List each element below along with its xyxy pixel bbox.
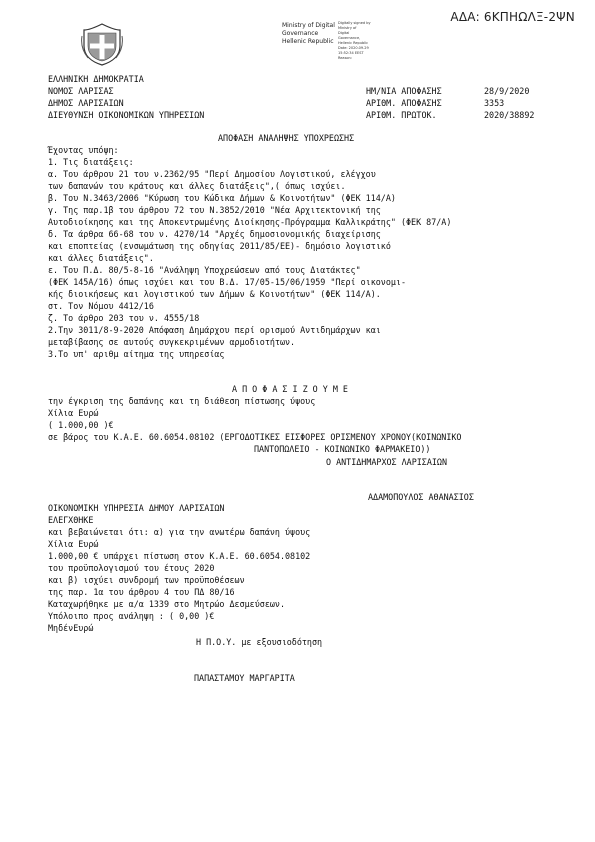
body-line: και άλλες διατάξεις". (48, 253, 154, 263)
signature-details: Digitally signed by Ministry of Digital Governance, Hellenic Republic Date: 2020.09.29 15:52:34 EEST Reason: (338, 21, 371, 60)
decision-date-value: 28/9/2020 (484, 86, 530, 96)
body-line: Αυτοδιοίκησης και της Αποκεντρωμένης Διοίκησης-Πρόγραμμα Καλλικράτης" (ΦΕΚ 87/Α) (48, 217, 452, 227)
audit-line: Καταχωρήθηκε με α/α 1339 στο Μητρώο Δεσμεύσεων. (48, 599, 285, 609)
digital-signature-block (282, 22, 442, 58)
body-line: μεταβίβασης σε αυτούς συγκεκριμένων αρμοδιοτήτων. (48, 337, 296, 347)
document-title: ΑΠΟΦΑΣΗ ΑΝΑΛΗΨΗΣ ΥΠΟΧΡΕΩΣΗΣ (218, 133, 355, 143)
decision-date-label: ΗΜ/ΝΙΑ ΑΠΟΦΑΣΗΣ (366, 86, 442, 96)
body-line: δ. Τα άρθρα 66-68 του ν. 4270/14 "Αρχές δημοσιονομικής διαχείρισης (48, 229, 381, 239)
body-line: στ. Τον Νόμου 4412/16 (48, 301, 154, 311)
audit-line: και β) ισχύει συνδρομή των προϋποθέσεων (48, 575, 245, 585)
decision-number-value: 3353 (484, 98, 505, 108)
audit-line: ΜηδένΕυρώ (48, 623, 94, 633)
issuer-prefecture: ΝΟΜΟΣ ΛΑΡΙΣΑΣ (48, 86, 114, 96)
issuer-municipality: ΔΗΜΟΣ ΛΑΡΙΣΑΙΩΝ (48, 98, 124, 108)
body-line: β. Του Ν.3463/2006 "Κύρωση του Κώδικα Δήμων & Κοινοτήτων" (ΦΕΚ 114/Α) (48, 193, 396, 203)
issuer-directorate: ΔΙΕΥΘΥΝΣΗ ΟΙΚΟΝΟΜΙΚΩΝ ΥΠΗΡΕΣΙΩΝ (48, 110, 205, 120)
decision-heading: Α Π Ο Φ Α Σ Ι Ζ Ο Υ Μ Ε (232, 384, 348, 394)
ada-code: ΑΔΑ: 6ΚΠΗΩΛΞ-2ΨΝ (450, 10, 575, 24)
decision-budget-code-cont: ΠΑΝΤΟΠΩΛΕΙΟ - ΚΟΙΝΩΝΙΚΟ ΦΑΡΜΑΚΕΙΟ)) (254, 444, 431, 454)
audit-line: 1.000,00 € υπάρχει πίστωση στον Κ.Α.Ε. 60.6054.08102 (48, 551, 311, 561)
audit-line: ΕΛΕΓΧΘΗΚΕ (48, 515, 94, 525)
body-line: 3.Το υπ' αριθμ αίτημα της υπηρεσίας (48, 349, 225, 359)
signer-title: Ο ΑΝΤΙΔΗΜΑΡΧΟΣ ΛΑΡΙΣΑΙΩΝ (326, 457, 448, 467)
decision-amount-words: Χίλια Ευρώ (48, 408, 99, 418)
decision-number-label: ΑΡΙΘΜ. ΑΠΟΦΑΣΗΣ (366, 98, 442, 108)
body-line: γ. Της παρ.1β του άρθρου 72 του Ν.3852/2010 "Νέα Αρχιτεκτονική της (48, 205, 381, 215)
body-line: ε. Του Π.Δ. 80/5-8-16 "Ανάληψη Υποχρεώσεων από τους Διατάκτες" (48, 265, 361, 275)
body-line: των δαπανών του κράτους και άλλες διατάξεις",( όπως ισχύει. (48, 181, 346, 191)
hellenic-republic-emblem-icon (80, 22, 124, 66)
protocol-number-value: 2020/38892 (484, 110, 535, 120)
audit-line: του προϋπολογισμού του έτους 2020 (48, 563, 215, 573)
protocol-number-label: ΑΡΙΘΜ. ΠΡΩΤΟΚ. (366, 110, 437, 120)
decision-line: την έγκριση της δαπάνης και τη διάθεση πίστωσης ύψους (48, 396, 316, 406)
body-line: ζ. Το άρθρο 203 του ν. 4555/18 (48, 313, 200, 323)
issuer-country: ΕΛΛΗΝΙΚΗ ΔΗΜΟΚΡΑΤΙΑ (48, 74, 144, 84)
body-line: και εποπτείας (ενσωμάτωση της οδηγίας 2011/85/ΕΕ)- δημόσιο λογιστικό (48, 241, 391, 251)
body-line: (ΦΕΚ 145Α/16) όπως ισχύει και του Β.Δ. 17/05-15/06/1959 "Περί οικονομι- (48, 277, 406, 287)
audit-signer-name: ΠΑΠΑΣΤΑΜΟΥ ΜΑΡΓΑΡΙΤΑ (194, 673, 295, 683)
body-line: 2.Την 3011/8-9-2020 Απόφαση Δημάρχου περί ορισμού Αντιδημάρχων και (48, 325, 381, 335)
audit-line: Υπόλοιπο προς ανάληψη : ( 0,00 )€ (48, 611, 215, 621)
audit-line: και βεβαιώνεται ότι: α) για την ανωτέρω δαπάνη ύψους (48, 527, 311, 537)
audit-line: της παρ. 1α του άρθρου 4 του ΠΔ 80/16 (48, 587, 235, 597)
signer-name: ΑΔΑΜΟΠΟΥΛΟΣ ΑΘΑΝΑΣΙΟΣ (368, 492, 474, 502)
audit-signer-title: Η Π.Ο.Υ. με εξουσιοδότηση (196, 637, 323, 647)
audit-line: ΟΙΚΟΝΟΜΙΚΗ ΥΠΗΡΕΣΙΑ ΔΗΜΟΥ ΛΑΡΙΣΑΙΩΝ (48, 503, 225, 513)
body-line: 1. Τις διατάξεις: (48, 157, 134, 167)
body-line: Έχοντας υπόψη: (48, 145, 119, 155)
audit-line: Χίλια Ευρώ (48, 539, 99, 549)
decision-amount: ( 1.000,00 )€ (48, 420, 114, 430)
ministry-label: Ministry of Digital Governance Hellenic Republic (282, 22, 335, 45)
body-line: κής διοικήσεως και λογιστικού των Δήμων & Κοινοτήτων" (ΦΕΚ 114/Α). (48, 289, 381, 299)
decision-budget-code: σε βάρος του Κ.Α.Ε. 60.6054.08102 (ΕΡΓΟΔΟΤΙΚΕΣ ΕΙΣΦΟΡΕΣ ΟΡΙΣΜΕΝΟΥ ΧΡΟΝΟΥ(ΚΟΙΝΩΝΙΚΟ (48, 432, 462, 442)
body-line: α. Του άρθρου 21 του ν.2362/95 "Περί Δημοσίου Λογιστικού, ελέγχου (48, 169, 376, 179)
